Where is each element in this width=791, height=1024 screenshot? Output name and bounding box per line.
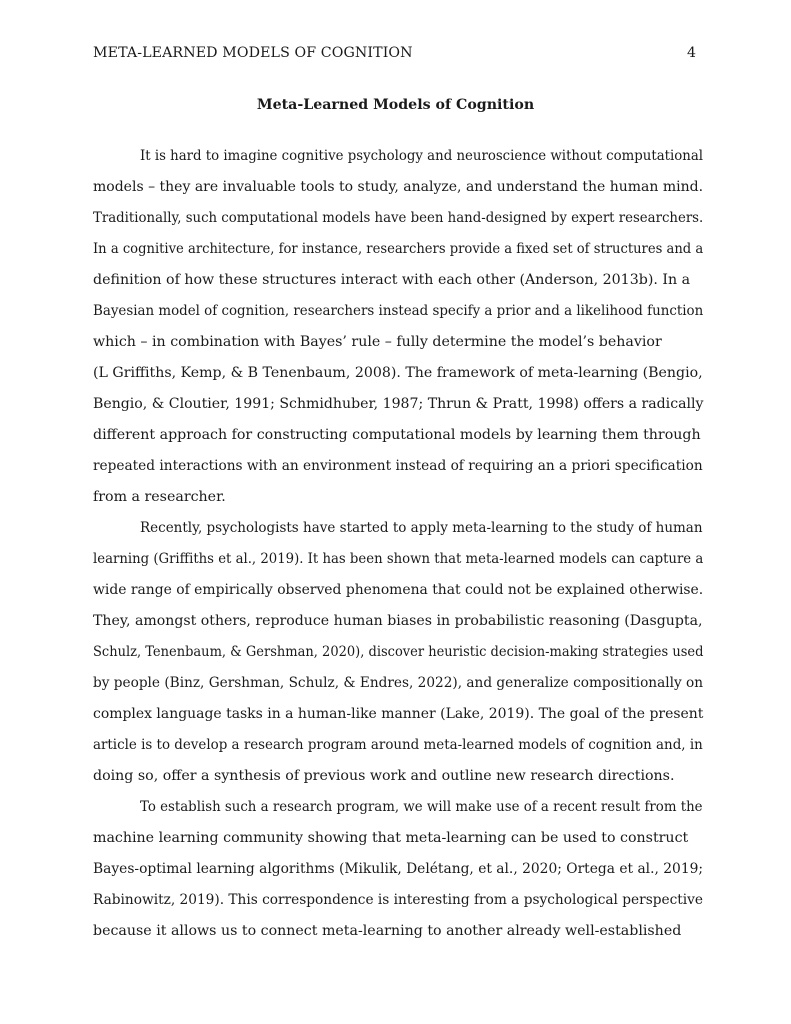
text-line: by people (Binz, Gershman, Schulz, & Endres, 2022), and generalize compositionally on	[93, 675, 704, 691]
running-head: META-LEARNED MODELS OF COGNITION	[93, 45, 413, 61]
page-number: 4	[686, 45, 696, 61]
text-line: which – in combination with Bayes’ rule – fully determine the model’s behavior	[93, 334, 662, 350]
text-line: It is hard to imagine cognitive psychology and neuroscience without computational	[140, 148, 704, 164]
text-line: because it allows us to connect meta-learning to another already well-established	[93, 923, 682, 939]
text-line: from a researcher.	[93, 489, 226, 505]
text-line: Bayesian model of cognition, researchers instead specify a prior and a likelihood function	[93, 303, 704, 319]
text-line: learning (Griffiths et al., 2019). It has been shown that meta-learned models can capture a	[93, 551, 704, 567]
text-line: Rabinowitz, 2019). This correspondence is interesting from a psychological perspective	[93, 892, 704, 908]
text-line: different approach for constructing computational models by learning them through	[93, 427, 701, 443]
text-line: Recently, psychologists have started to apply meta-learning to the study of human	[140, 520, 703, 536]
text-line: models – they are invaluable tools to study, analyze, and understand the human mind.	[93, 179, 704, 195]
text-line: repeated interactions with an environment instead of requiring an a priori specification	[93, 458, 703, 474]
text-line: wide range of empirically observed phenomena that could not be explained otherwise.	[93, 582, 704, 598]
text-line: machine learning community showing that meta-learning can be used to construct	[93, 830, 689, 846]
text-line: doing so, offer a synthesis of previous work and outline new research directions.	[93, 768, 675, 784]
text-line: Bayes-optimal learning algorithms (Mikulik, Delétang, et al., 2020; Ortega et al., 2019;	[93, 861, 704, 877]
text-line: complex language tasks in a human-like manner (Lake, 2019). The goal of the present	[93, 706, 704, 722]
text-line: They, amongst others, reproduce human biases in probabilistic reasoning (Dasgupta,	[93, 613, 703, 629]
text-line: Bengio, & Cloutier, 1991; Schmidhuber, 1987; Thrun & Pratt, 1998) offers a radically	[93, 396, 704, 412]
text-line: definition of how these structures interact with each other (Anderson, 2013b). In a	[93, 272, 691, 288]
text-line: (L Griffiths, Kemp, & B Tenenbaum, 2008). The framework of meta-learning (Bengio,	[93, 365, 703, 381]
text-line: In a cognitive architecture, for instance, researchers provide a fixed set of structures and a	[93, 241, 704, 257]
text-line: Traditionally, such computational models have been hand-designed by expert researchers.	[93, 210, 704, 226]
text-line: To establish such a research program, we will make use of a recent result from the	[140, 799, 703, 815]
section-title: Meta-Learned Models of Cognition	[256, 97, 535, 113]
text-line: Schulz, Tenenbaum, & Gershman, 2020), discover heuristic decision-making strategies used	[93, 644, 704, 660]
text-line: article is to develop a research program around meta-learned models of cognition and, in	[93, 737, 703, 753]
